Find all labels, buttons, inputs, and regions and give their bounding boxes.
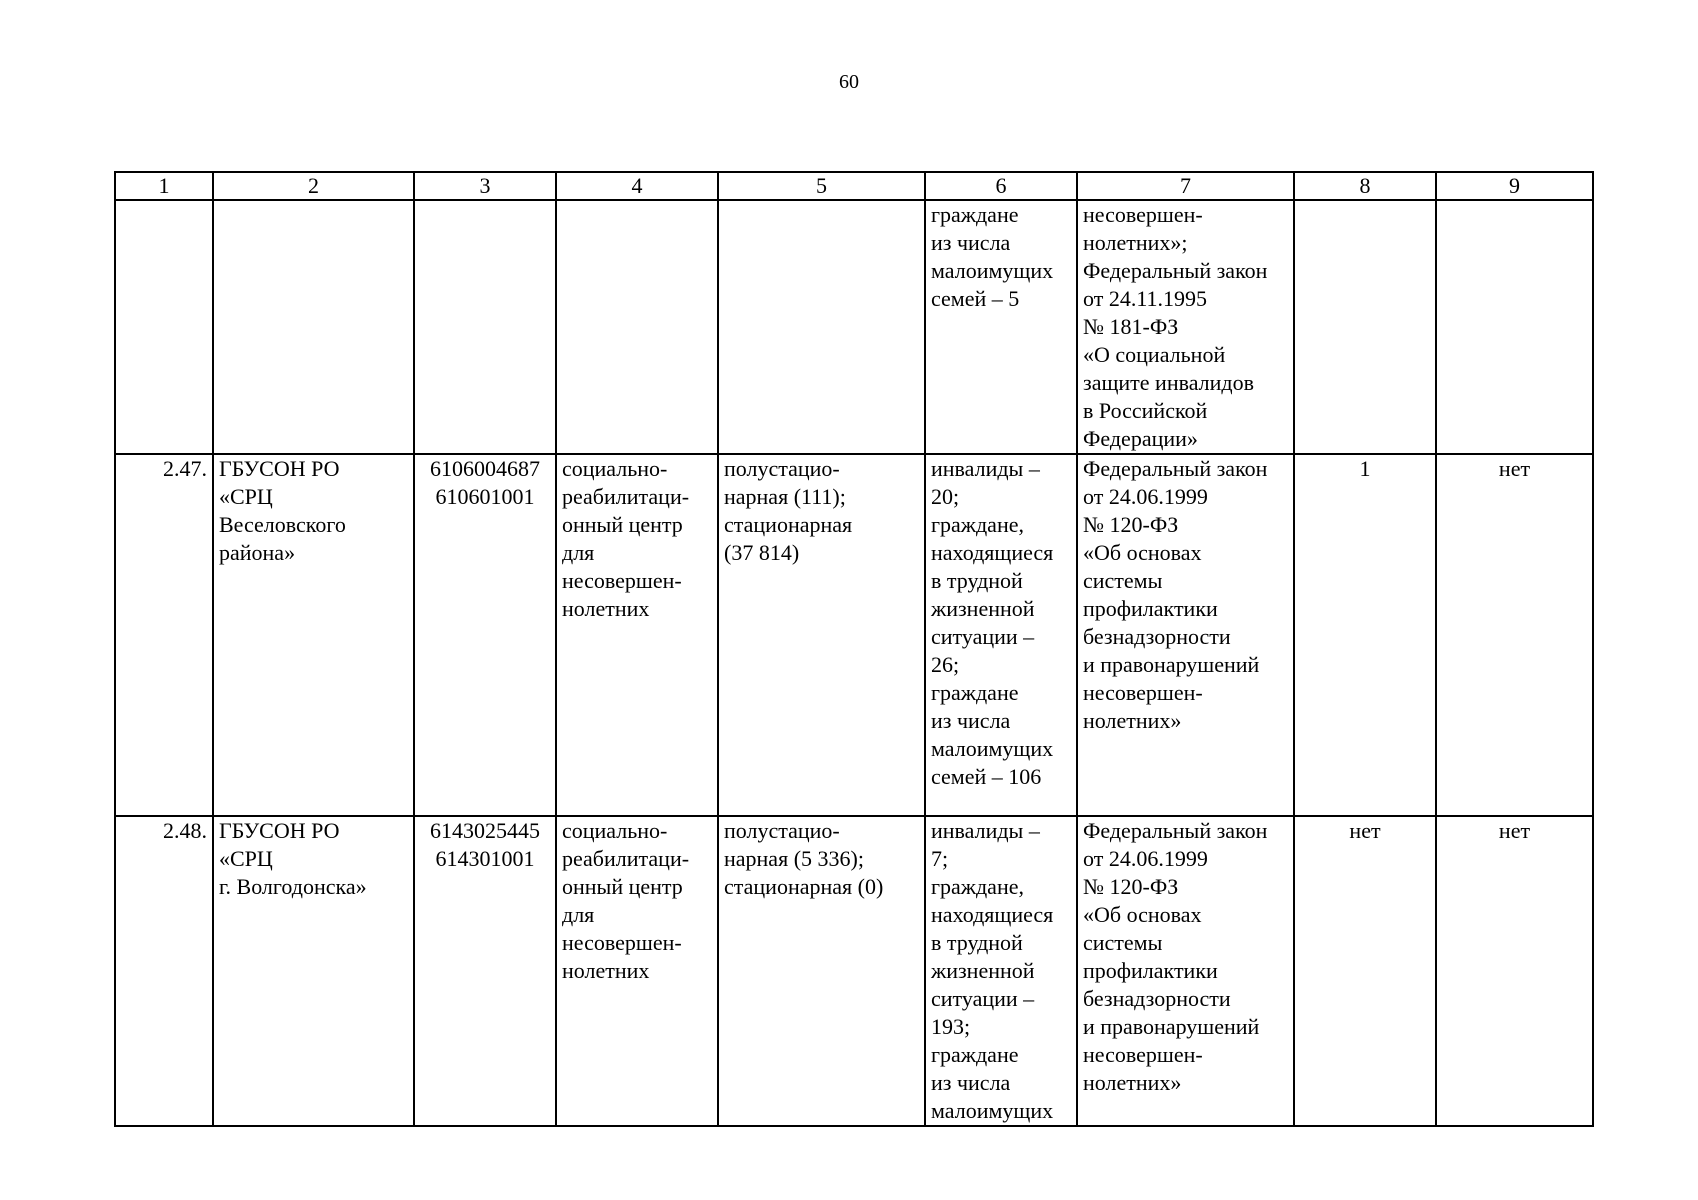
row-number-cell: 2.47. (115, 454, 213, 816)
column-header: 3 (414, 172, 556, 200)
row-number-cell (115, 200, 213, 454)
recipients-cell: инвалиды – 7; граждане, находящиеся в трудной жизненной ситуации – 193; граждане из числа малоимущих (925, 816, 1077, 1126)
institution-type-cell (556, 200, 718, 454)
column-header: 7 (1077, 172, 1294, 200)
table-header-row (115, 172, 1593, 200)
recipients-cell: граждане из числа малоимущих семей – 5 (925, 200, 1077, 454)
column-header: 2 (213, 172, 414, 200)
recipients-cell: инвалиды – 20; граждане, находящиеся в трудной жизненной ситуации – 26; граждане из числа малоимущих семей – 106 (925, 454, 1077, 816)
institution-name-cell: ГБУСОН РО «СРЦ Веселовского района» (213, 454, 414, 816)
service-form-cell: полустацио- нарная (5 336); стационарная (0) (718, 816, 925, 1126)
inn-kpp-cell: 6143025445 614301001 (414, 816, 556, 1126)
column-header: 9 (1436, 172, 1593, 200)
institutions-table (114, 171, 1594, 1127)
service-form-cell: полустацио- нарная (111); стационарная (37 814) (718, 454, 925, 816)
column-header: 5 (718, 172, 925, 200)
law-cell: несовершен- нолетних»; Федеральный закон от 24.11.1995 № 181-ФЗ «О социальной защите инвалидов в Российской Федерации» (1077, 200, 1294, 454)
table-row (115, 454, 1593, 816)
table-row (115, 200, 1593, 454)
inn-kpp-cell: 6106004687 610601001 (414, 454, 556, 816)
law-cell: Федеральный закон от 24.06.1999 № 120-ФЗ «Об основах системы профилактики безнадзорности и правонарушений несовершен- нолетних» (1077, 454, 1294, 816)
inn-kpp-cell (414, 200, 556, 454)
service-form-cell (718, 200, 925, 454)
column-header: 1 (115, 172, 213, 200)
column-8-cell (1294, 200, 1436, 454)
institution-name-cell (213, 200, 414, 454)
institution-type-cell: социально- реабилитаци- онный центр для несовершен- нолетних (556, 454, 718, 816)
column-8-cell: нет (1294, 816, 1436, 1126)
institution-type-cell: социально- реабилитаци- онный центр для несовершен- нолетних (556, 816, 718, 1126)
column-header: 4 (556, 172, 718, 200)
column-header: 6 (925, 172, 1077, 200)
table-row (115, 816, 1593, 1126)
column-9-cell: нет (1436, 454, 1593, 816)
institution-name-cell: ГБУСОН РО «СРЦ г. Волгодонска» (213, 816, 414, 1126)
law-cell: Федеральный закон от 24.06.1999 № 120-ФЗ «Об основах системы профилактики безнадзорности и правонарушений несовершен- нолетних» (1077, 816, 1294, 1126)
column-9-cell (1436, 200, 1593, 454)
column-9-cell: нет (1436, 816, 1593, 1126)
column-header: 8 (1294, 172, 1436, 200)
row-number-cell: 2.48. (115, 816, 213, 1126)
column-8-cell: 1 (1294, 454, 1436, 816)
page-number: 60 (839, 71, 859, 93)
